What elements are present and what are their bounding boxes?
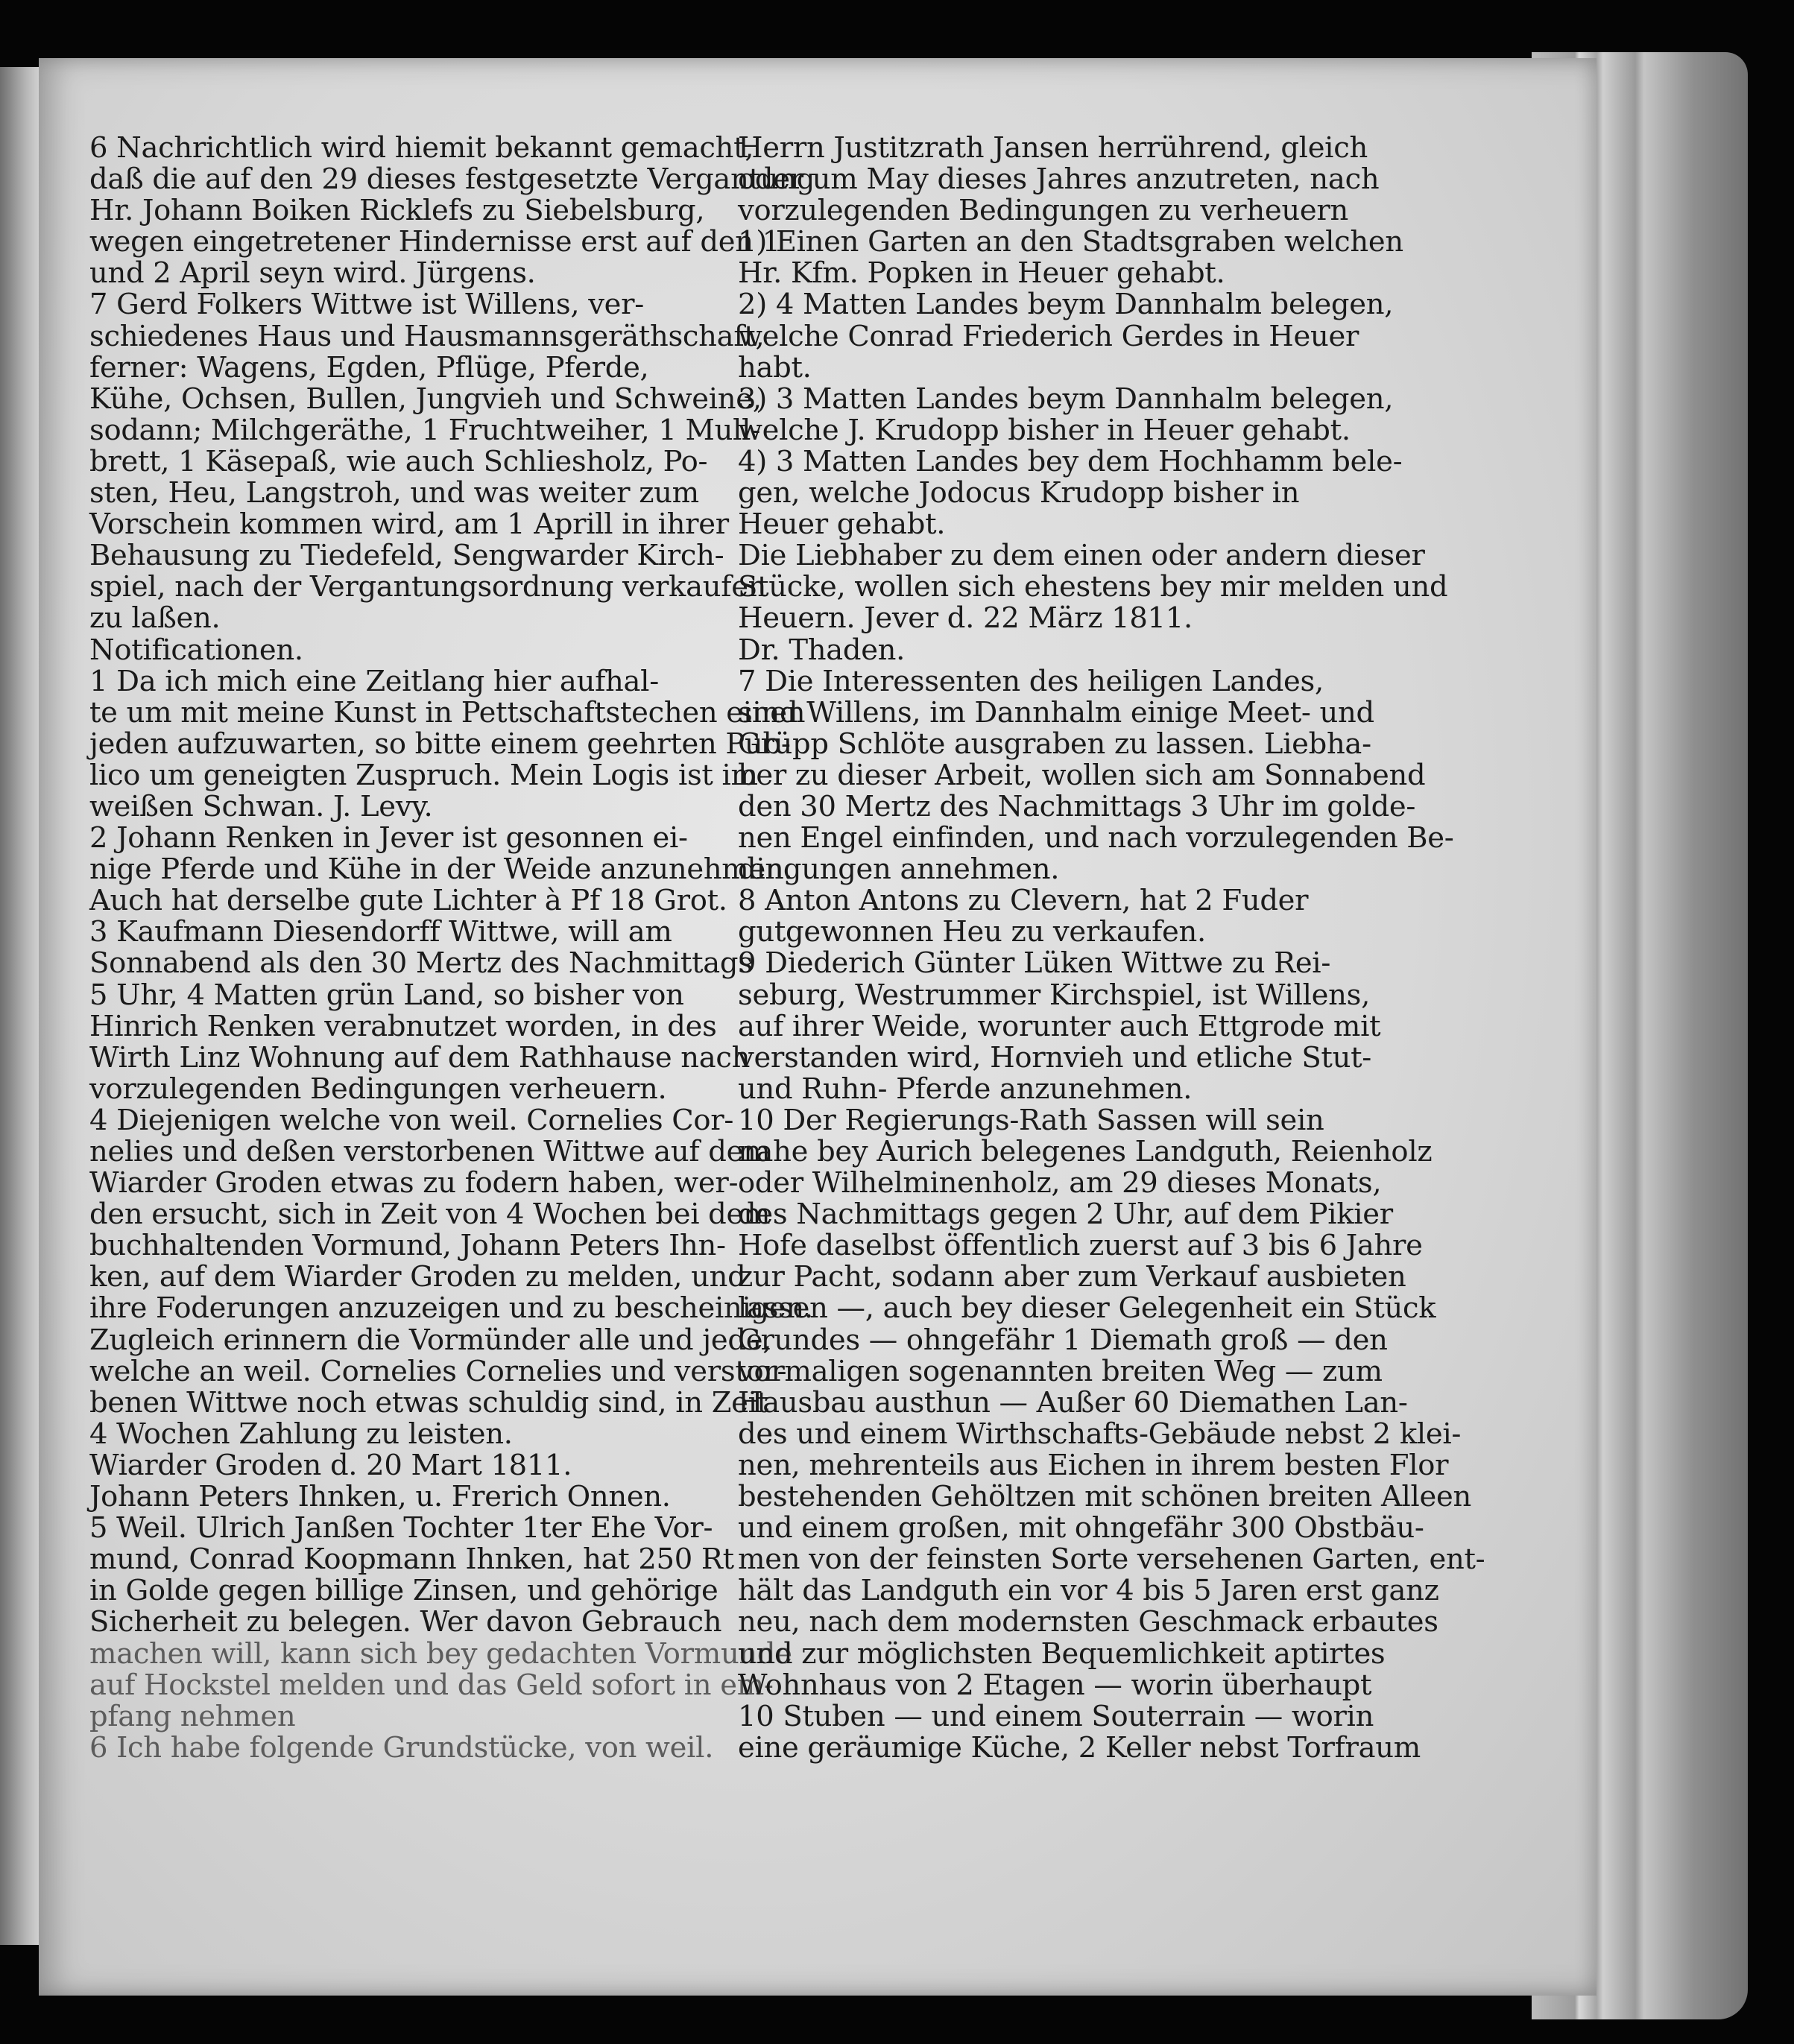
text-line: habt. <box>738 350 812 385</box>
text-line: des Nachmittags gegen 2 Uhr, auf dem Pikier <box>738 1197 1393 1232</box>
text-line: 7 Die Interessenten des heiligen Landes, <box>738 664 1324 698</box>
text-line: machen will, kann sich bey gedachten Vormunde <box>89 1636 792 1671</box>
text-line: spiel, nach der Vergantungsordnung verkaufen <box>89 570 767 604</box>
text-line: Wohnhaus von 2 Etagen — worin überhaupt <box>738 1668 1372 1702</box>
text-line: daß die auf den 29 dieses festgesetzte Vergantung <box>89 162 815 197</box>
text-line: te um mit meine Kunst in Pettschaftstechen einen <box>89 695 806 730</box>
text-line: welche J. Krudopp bisher in Heuer gehabt. <box>738 413 1351 447</box>
text-line: 3) 3 Matten Landes beym Dannhalm belegen, <box>738 382 1394 416</box>
text-line: wegen eingetretener Hindernisse erst auf den 1 <box>89 225 780 259</box>
text-line: Auch hat derselbe gute Lichter à Pf 18 Grot. <box>89 884 727 918</box>
text-line: oder Wilhelminenholz, am 29 dieses Monats, <box>738 1166 1382 1200</box>
text-line: Herrn Justitzrath Jansen herrührend, gleich <box>738 131 1368 165</box>
text-line: sten, Heu, Langstroh, und was weiter zum <box>89 476 699 510</box>
text-line: weißen Schwan. J. Levy. <box>89 789 433 823</box>
text-line: benen Wittwe noch etwas schuldig sind, in Zeit <box>89 1385 768 1420</box>
text-line: brett, 1 Käsepaß, wie auch Schliesholz, Po- <box>89 444 708 478</box>
text-line: 4 Diejenigen welche von weil. Cornelies Cor- <box>89 1103 734 1137</box>
text-line: Heuer gehabt. <box>738 507 946 542</box>
text-line: dingungen annehmen. <box>738 852 1060 887</box>
text-line: 7 Gerd Folkers Wittwe ist Willens, ver- <box>89 288 644 322</box>
text-line: Kühe, Ochsen, Bullen, Jungvieh und Schweine, <box>89 382 762 416</box>
text-line: mund, Conrad Koopmann Ihnken, hat 250 Rt <box>89 1543 734 1577</box>
text-line: den ersucht, sich in Zeit von 4 Wochen bei dem <box>89 1197 771 1232</box>
text-line: 9 Diederich Günter Lüken Wittwe zu Rei- <box>738 946 1331 981</box>
text-line: Wiarder Groden d. 20 Mart 1811. <box>89 1448 572 1482</box>
text-line: vorzulegenden Bedingungen zu verheuern <box>738 194 1348 228</box>
text-line: und Ruhn- Pferde anzunehmen. <box>738 1072 1193 1106</box>
text-line: Sicherheit zu belegen. Wer davon Gebrauch <box>89 1605 722 1639</box>
text-line: ihre Foderungen anzuzeigen und zu bescheinigen. <box>89 1291 813 1326</box>
text-line: des und einem Wirthschafts-Gebäude nebst 2 klei- <box>738 1417 1462 1451</box>
text-line: 1 Da ich mich eine Zeitlang hier aufhal- <box>89 664 659 698</box>
text-line: jeden aufzuwarten, so bitte einem geehrten Pub- <box>89 727 791 761</box>
text-line: Heuern. Jever d. 22 März 1811. <box>738 601 1193 636</box>
text-line: sodann; Milchgeräthe, 1 Fruchtweiher, 1 Mull- <box>89 413 760 447</box>
text-line: 3 Kaufmann Diesendorff Wittwe, will am <box>89 915 672 949</box>
text-line: in Golde gegen billige Zinsen, und gehörige <box>89 1574 718 1608</box>
text-line: Grundes — ohngefähr 1 Diemath groß — den <box>738 1323 1388 1357</box>
text-line: 2) 4 Matten Landes beym Dannhalm belegen, <box>738 288 1394 322</box>
text-line: 4) 3 Matten Landes bey dem Hochhamm bele- <box>738 444 1403 478</box>
text-line: gutgewonnen Heu zu verkaufen. <box>738 915 1206 949</box>
text-line: hält das Landguth ein vor 4 bis 5 Jaren erst ganz <box>738 1574 1439 1608</box>
text-line: sind Willens, im Dannhalm einige Meet- und <box>738 695 1374 730</box>
text-line: 4 Wochen Zahlung zu leisten. <box>89 1417 513 1451</box>
text-line: 8 Anton Antons zu Clevern, hat 2 Fuder <box>738 884 1309 918</box>
text-line: nige Pferde und Kühe in der Weide anzunehmen. <box>89 852 793 887</box>
text-line: Wirth Linz Wohnung auf dem Rathhause nach <box>89 1040 751 1075</box>
text-line: Zugleich erinnern die Vormünder alle und jede, <box>89 1323 772 1357</box>
text-line: den 30 Mertz des Nachmittags 3 Uhr im golde- <box>738 789 1416 823</box>
text-line: Hofe daselbst öffentlich zuerst auf 3 bis 6 Jahre <box>738 1229 1423 1263</box>
text-line: auf Hockstel melden und das Geld sofort in em- <box>89 1668 774 1702</box>
text-line: nahe bey Aurich belegenes Landguth, Reienholz <box>738 1135 1433 1168</box>
text-line: 1) Einen Garten an den Stadtsgraben welchen <box>738 225 1403 259</box>
text-line: schiedenes Haus und Hausmannsgeräthschaft, <box>89 319 765 353</box>
text-line: 10 Stuben — und einem Souterrain — worin <box>738 1699 1374 1733</box>
text-line: und 2 April seyn wird. Jürgens. <box>89 256 536 291</box>
text-line: nen, mehrenteils aus Eichen in ihrem besten Flor <box>738 1448 1449 1482</box>
text-line: Die Liebhaber zu dem einen oder andern dieser <box>738 539 1425 573</box>
text-line: und einem großen, mit ohngefähr 300 Obstbäu- <box>738 1511 1424 1545</box>
text-line: nelies und deßen verstorbenen Wittwe auf dem <box>89 1135 771 1168</box>
text-line: eine geräumige Küche, 2 Keller nebst Torfraum <box>738 1730 1421 1765</box>
text-line: Sonnabend als den 30 Mertz des Nachmittags <box>89 946 753 981</box>
text-line: 10 Der Regierungs-Rath Sassen will sein <box>738 1103 1324 1137</box>
text-line: vormaligen sogenannten breiten Weg — zum <box>738 1354 1383 1388</box>
text-line: Notificationen. <box>89 633 303 667</box>
text-line: 6 Ich habe folgende Grundstücke, von weil. <box>89 1730 714 1765</box>
text-line: Hinrich Renken verabnutzet worden, in des <box>89 1009 717 1043</box>
text-line: verstanden wird, Hornvieh und etliche Stut- <box>738 1040 1371 1075</box>
text-line: Hausbau austhun — Außer 60 Diemathen Lan- <box>738 1385 1408 1420</box>
text-line: ken, auf dem Wiarder Groden zu melden, und <box>89 1260 746 1294</box>
text-line: seburg, Westrummer Kirchspiel, ist Willens, <box>738 978 1371 1012</box>
text-line: Johann Peters Ihnken, u. Frerich Onnen. <box>89 1480 671 1514</box>
text-line: lico um geneigten Zuspruch. Mein Logis ist im <box>89 758 758 792</box>
text-line: ber zu dieser Arbeit, wollen sich am Sonnabend <box>738 758 1426 792</box>
right-text-column <box>738 131 1485 1765</box>
text-line: Grüpp Schlöte ausgraben zu lassen. Liebha- <box>738 727 1371 761</box>
text-line: Stücke, wollen sich ehestens bey mir melden und <box>738 570 1448 604</box>
text-line: lassen —, auch bey dieser Gelegenheit ein Stück <box>738 1291 1436 1326</box>
text-line: Wiarder Groden etwas zu fodern haben, wer- <box>89 1166 739 1200</box>
text-line: und zur möglichsten Bequemlichkeit aptirtes <box>738 1636 1386 1671</box>
text-line: buchhaltenden Vormund, Johann Peters Ihn- <box>89 1229 726 1263</box>
text-line: welche Conrad Friederich Gerdes in Heuer <box>738 319 1359 353</box>
text-line: zur Pacht, sodann aber zum Verkauf ausbieten <box>738 1260 1406 1294</box>
text-line: 6 Nachrichtlich wird hiemit bekannt gemacht, <box>89 131 754 165</box>
text-line: 5 Weil. Ulrich Janßen Tochter 1ter Ehe Vor- <box>89 1511 713 1545</box>
text-line: 2 Johann Renken in Jever ist gesonnen ei- <box>89 821 688 855</box>
text-line: 5 Uhr, 4 Matten grün Land, so bisher von <box>89 978 684 1012</box>
newspaper-page <box>39 58 1596 1996</box>
text-line: Behausung zu Tiedefeld, Sengwarder Kirch- <box>89 539 724 573</box>
text-line: neu, nach dem modernsten Geschmack erbautes <box>738 1605 1438 1639</box>
text-line: oder um May dieses Jahres anzutreten, nach <box>738 162 1380 197</box>
text-line: Dr. Thaden. <box>738 633 906 667</box>
text-line: bestehenden Gehöltzen mit schönen breiten Alleen <box>738 1480 1471 1514</box>
text-line: welche an weil. Cornelies Cornelies und verstor- <box>89 1354 787 1388</box>
previous-page-edge <box>0 67 39 1945</box>
text-line: ferner: Wagens, Egden, Pflüge, Pferde, <box>89 350 649 385</box>
text-line: nen Engel einfinden, und nach vorzulegenden Be- <box>738 821 1454 855</box>
text-line: auf ihrer Weide, worunter auch Ettgrode mit <box>738 1009 1381 1043</box>
text-line: men von der feinsten Sorte versehenen Garten, ent- <box>738 1543 1485 1577</box>
text-line: Vorschein kommen wird, am 1 Aprill in ihrer <box>89 507 729 542</box>
text-line: gen, welche Jodocus Krudopp bisher in <box>738 476 1300 510</box>
text-line: Hr. Kfm. Popken in Heuer gehabt. <box>738 256 1225 291</box>
text-line: zu laßen. <box>89 601 221 636</box>
text-line: pfang nehmen <box>89 1699 296 1733</box>
text-line: vorzulegenden Bedingungen verheuern. <box>89 1072 667 1106</box>
text-line: Hr. Johann Boiken Ricklefs zu Siebelsburg, <box>89 194 705 228</box>
